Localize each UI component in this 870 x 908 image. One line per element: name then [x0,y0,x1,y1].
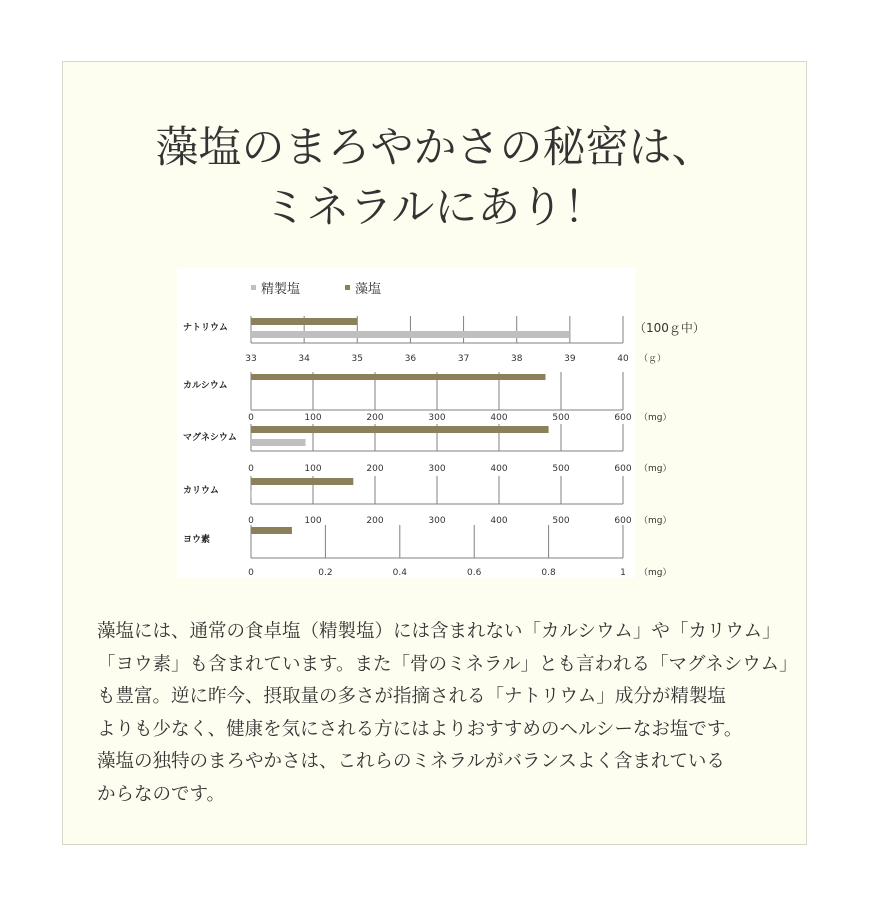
chart-note-layer [634,318,714,338]
headline-line-2: ミネラルにあり！ [263,183,607,233]
tick-label: 500 [552,464,570,474]
tick-label: 300 [428,464,446,474]
legend-swatch [251,285,256,290]
bar-seaweed-salt [251,318,357,325]
tick-label: 600 [614,413,632,423]
tick-label: 200 [366,413,384,423]
tick-label: 0 [248,568,254,578]
bar-seaweed-salt [251,374,546,380]
bar-seaweed-salt [251,478,353,485]
headline-line-1: 藻塩のまろやかさの秘密は、 [155,123,715,173]
tick-label: 200 [366,464,384,474]
unit-label: （ｇ） [639,354,667,364]
tick-label: 0.8 [541,568,556,578]
legend-label: 精製塩 [261,282,301,297]
tick-label: 200 [366,516,384,526]
bar-seaweed-salt [251,426,549,433]
category-label: カルシウム [183,381,228,391]
unit-label: （mg） [639,464,672,474]
tick-label: 300 [428,516,446,526]
bar-refined-salt [251,331,570,338]
bar-refined-salt [251,491,252,498]
tick-label: 39 [564,354,576,364]
bar-refined-salt [251,439,306,446]
tick-label: 300 [428,413,446,423]
tick-label: 400 [490,413,508,423]
description-line: 「ヨウ素」も含まれています。また「骨のミネラル」とも言われる「マグネシウム」 [97,653,798,675]
tick-label: 100 [304,464,322,474]
tick-label: 0.6 [467,568,482,578]
tick-label: 0.4 [392,568,407,578]
unit-label: （mg） [639,413,672,423]
description-line: 藻塩には、通常の食卓塩（精製塩）には含まれない「カルシウム」や「カリウム」 [97,621,781,642]
category-label: マグネシウム [183,433,237,443]
description-line: も豊富。逆に昨今、摂取量の多さが指摘される「ナトリウム」成分が精製塩 [97,686,726,707]
tick-label: 40 [617,354,629,364]
tick-label: 34 [298,354,310,364]
description-paragraph [97,616,798,811]
category-label: カリウム [183,486,219,496]
tick-label: 33 [245,354,257,364]
tick-label: 500 [552,516,570,526]
tick-label: 400 [490,464,508,474]
tick-label: 0 [248,516,254,526]
unit-label: （mg） [639,516,672,526]
chart-note: （100ｇ中） [634,321,705,335]
tick-label: 500 [552,413,570,423]
description-line: よりも少なく、健康を気にされる方にはよりおすすめのヘルシーなお塩です。 [97,718,743,740]
description-line: からなのです。 [97,783,226,805]
tick-label: 1 [620,568,626,578]
page-headline [0,118,870,238]
tick-label: 0.2 [318,568,333,578]
tick-label: 35 [351,354,364,364]
legend-label: 藻塩 [355,282,382,297]
unit-label: （mg） [639,568,672,578]
tick-label: 0 [248,413,254,423]
tick-label: 0 [248,464,254,474]
tick-label: 400 [490,516,508,526]
legend-swatch [345,285,350,290]
tick-label: 38 [510,354,523,364]
category-label: ナトリウム [183,323,228,333]
tick-label: 600 [614,464,632,474]
bar-seaweed-salt [251,527,292,534]
tick-label: 37 [457,354,470,364]
category-label: ヨウ素 [183,535,211,545]
description-line: 藻塩の独特のまろやかさは、これらのミネラルがバランスよく含まれている [97,751,725,772]
tick-label: 600 [614,516,632,526]
tick-label: 36 [404,354,417,364]
tick-label: 100 [304,413,322,423]
tick-label: 100 [304,516,322,526]
